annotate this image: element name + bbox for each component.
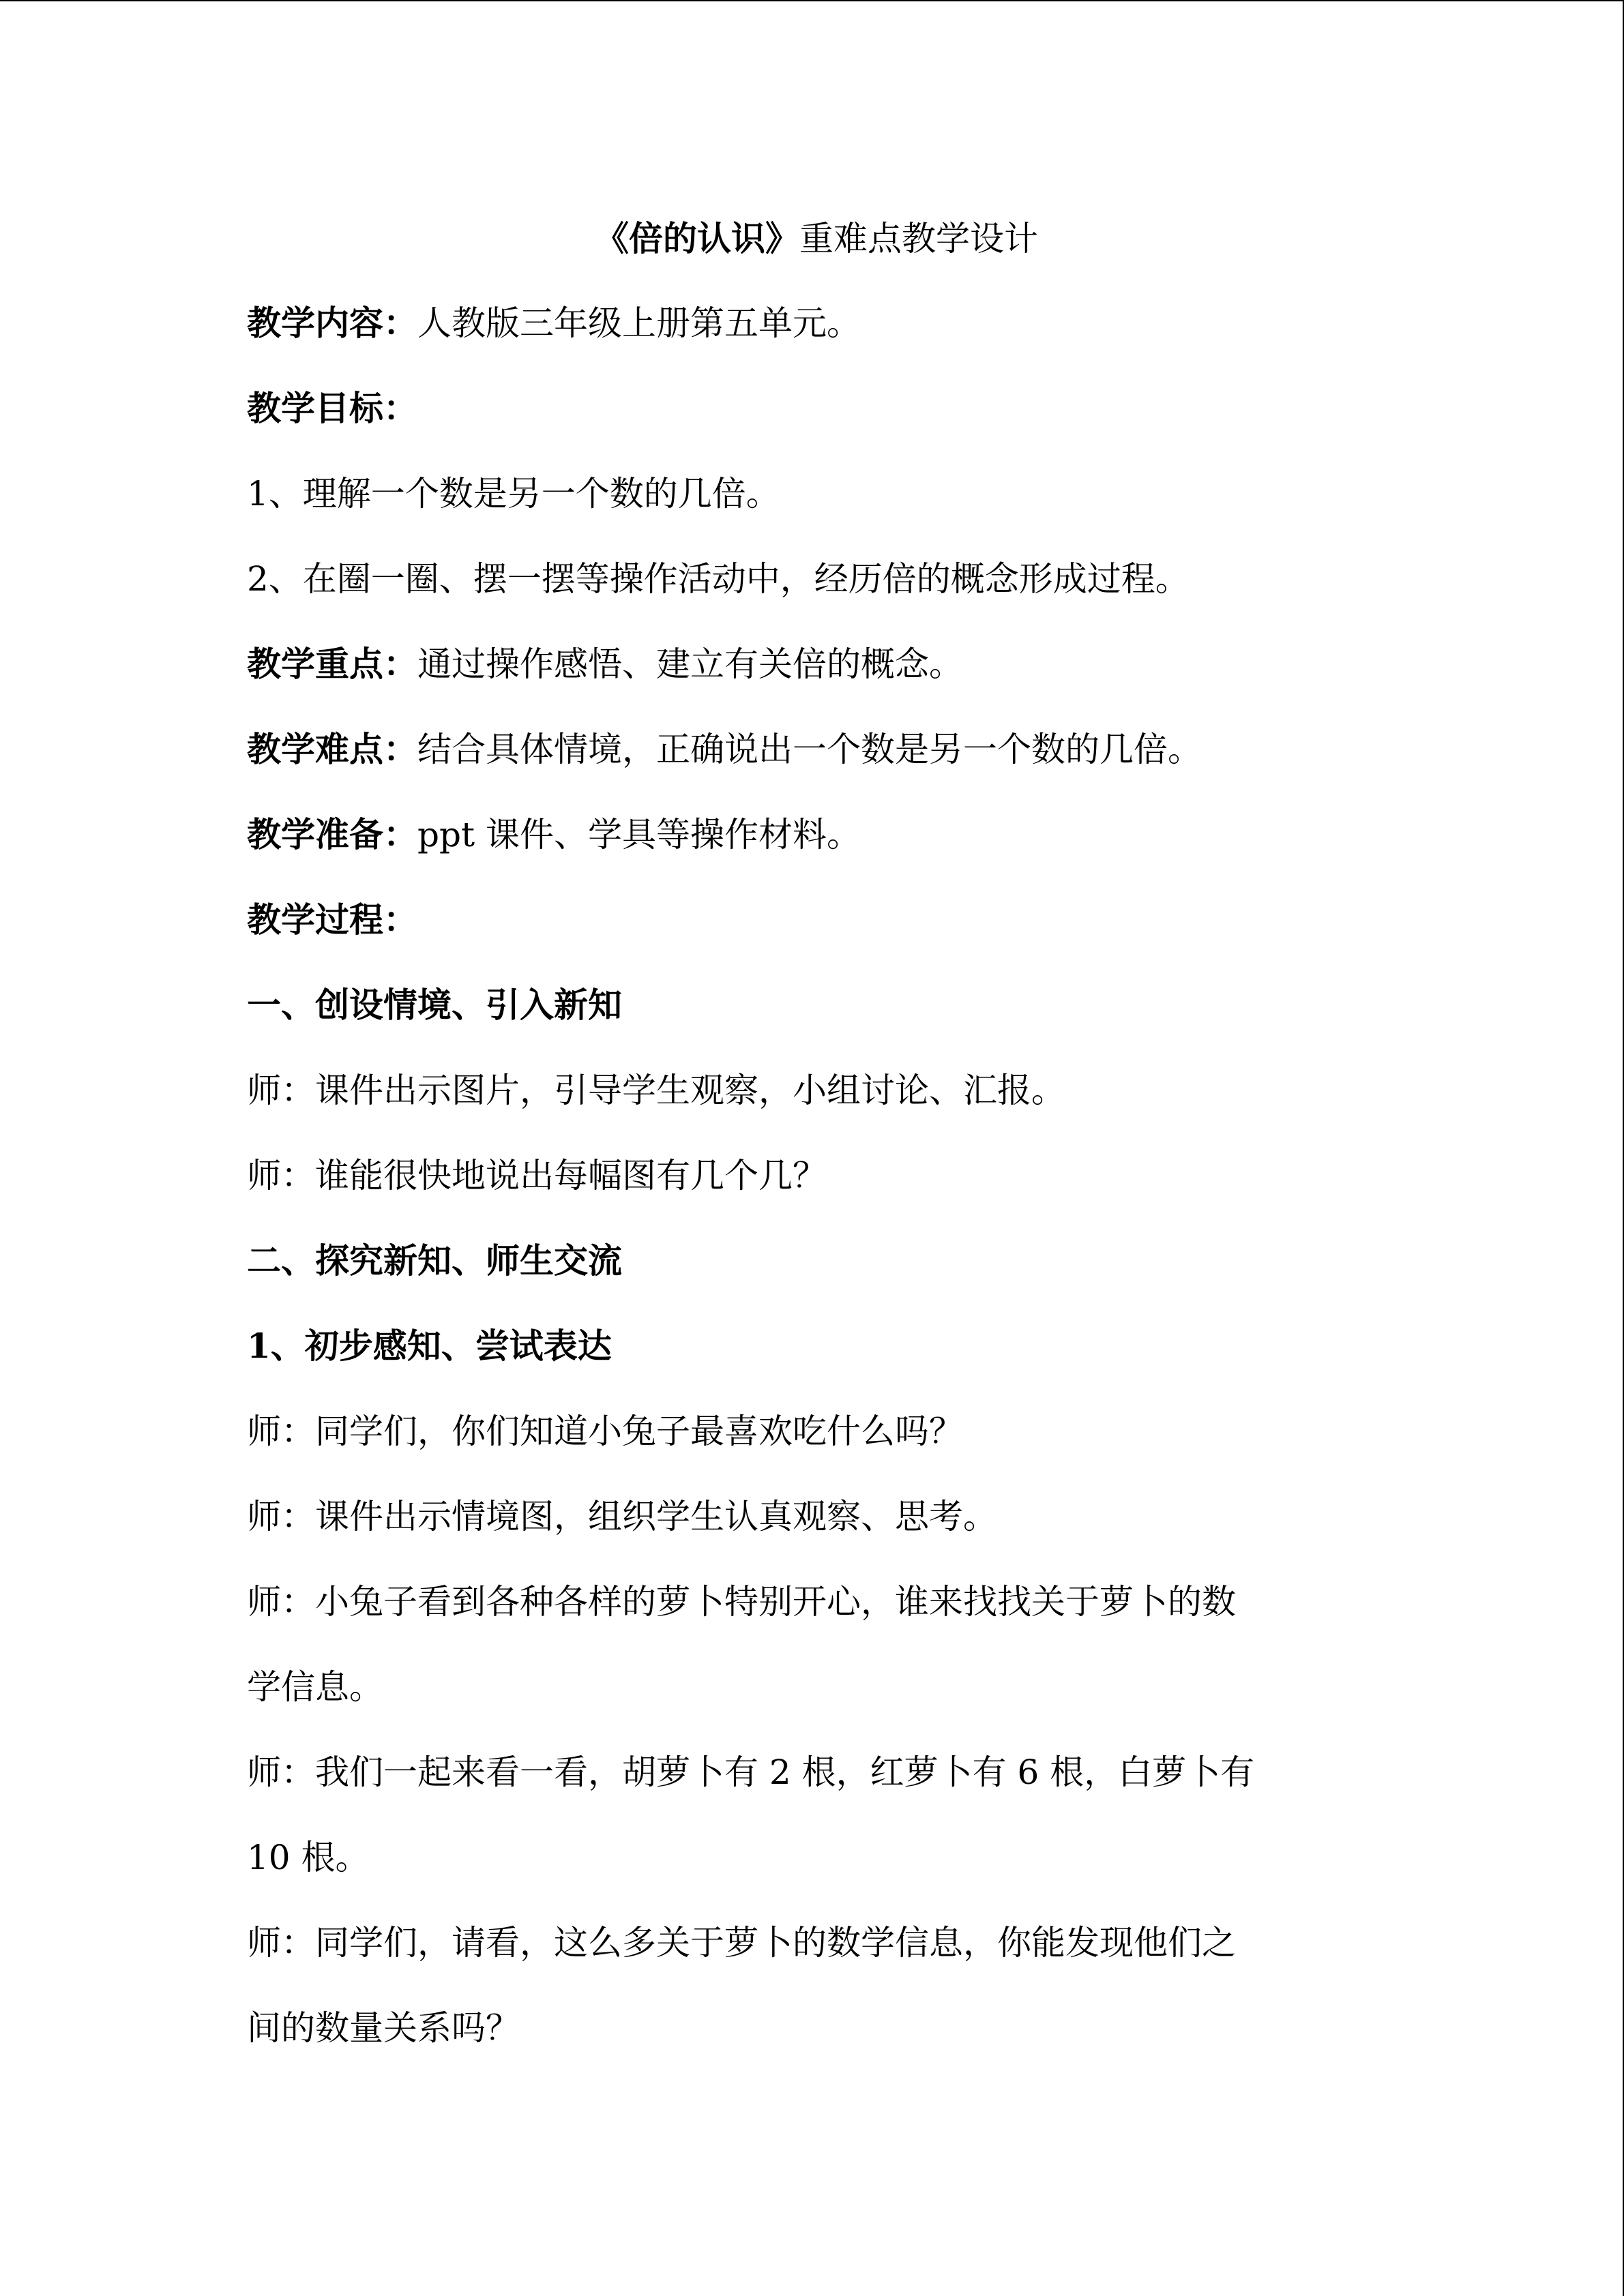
difficulty	[247, 722, 1365, 777]
title-book-name: 《倍的认识》	[595, 218, 799, 258]
document-body	[247, 211, 1365, 2086]
objective-1: 1、理解一个数是另一个数的几倍。	[247, 474, 780, 513]
preparation-label: 教学准备：	[247, 814, 417, 854]
objective-2: 2、在圈一圈、摆一摆等操作活动中，经历倍的概念形成过程。	[247, 559, 1190, 599]
section-1-line-2: 师：谁能很快地说出每幅图有几个几？	[247, 1156, 827, 1195]
section-2-paragraph-4	[247, 1745, 1365, 1885]
section-1-heading: 一、创设情境、引入新知	[247, 985, 622, 1025]
key-point-text: 通过操作感悟、建立有关倍的概念。	[417, 644, 963, 684]
preparation-text: ppt 课件、学具等操作材料。	[417, 815, 861, 854]
section-2-line-2: 师：课件出示情境图，组织学生认真观察、思考。	[247, 1497, 997, 1536]
key-point	[247, 637, 1365, 691]
section-2-paragraph-5	[247, 1915, 1365, 2055]
subsection-1-heading: 1、初步感知、尝试表达	[247, 1326, 612, 1366]
section-2-line-5a: 师：同学们，请看，这么多关于萝卜的数学信息，你能发现他们之	[247, 1923, 1236, 1963]
teaching-content-text: 人教版三年级上册第五单元。	[417, 303, 861, 343]
section-1-line-1: 师：课件出示图片，引导学生观察，小组讨论、汇报。	[247, 1071, 1065, 1110]
teaching-content-label: 教学内容：	[247, 303, 417, 343]
title-rest: 重难点教学设计	[799, 219, 1038, 258]
process-heading: 教学过程：	[247, 899, 417, 940]
section-2-heading: 二、探究新知、师生交流	[247, 1240, 622, 1281]
preparation	[247, 807, 1365, 862]
section-2-line-3a: 师：小兔子看到各种各样的萝卜特别开心，谁来找找关于萝卜的数	[247, 1582, 1236, 1622]
difficulty-text: 结合具体情境，正确说出一个数是另一个数的几倍。	[417, 730, 1202, 769]
section-2-line-5b: 间的数量关系吗？	[247, 2008, 520, 2048]
section-2-paragraph-3	[247, 1575, 1365, 1714]
document-title	[247, 211, 1365, 266]
section-2-line-4a: 师：我们一起来看一看，胡萝卜有 2 根，红萝卜有 6 根，白萝卜有	[247, 1753, 1255, 1792]
section-2-line-1: 师：同学们，你们知道小兔子最喜欢吃什么吗？	[247, 1412, 963, 1451]
difficulty-label: 教学难点：	[247, 729, 417, 769]
section-2-line-3b: 学信息。	[247, 1667, 383, 1707]
objectives-heading: 教学目标：	[247, 388, 417, 428]
key-point-label: 教学重点：	[247, 644, 417, 684]
section-2-line-4b: 10 根。	[247, 1838, 370, 1877]
teaching-content	[247, 296, 1365, 351]
